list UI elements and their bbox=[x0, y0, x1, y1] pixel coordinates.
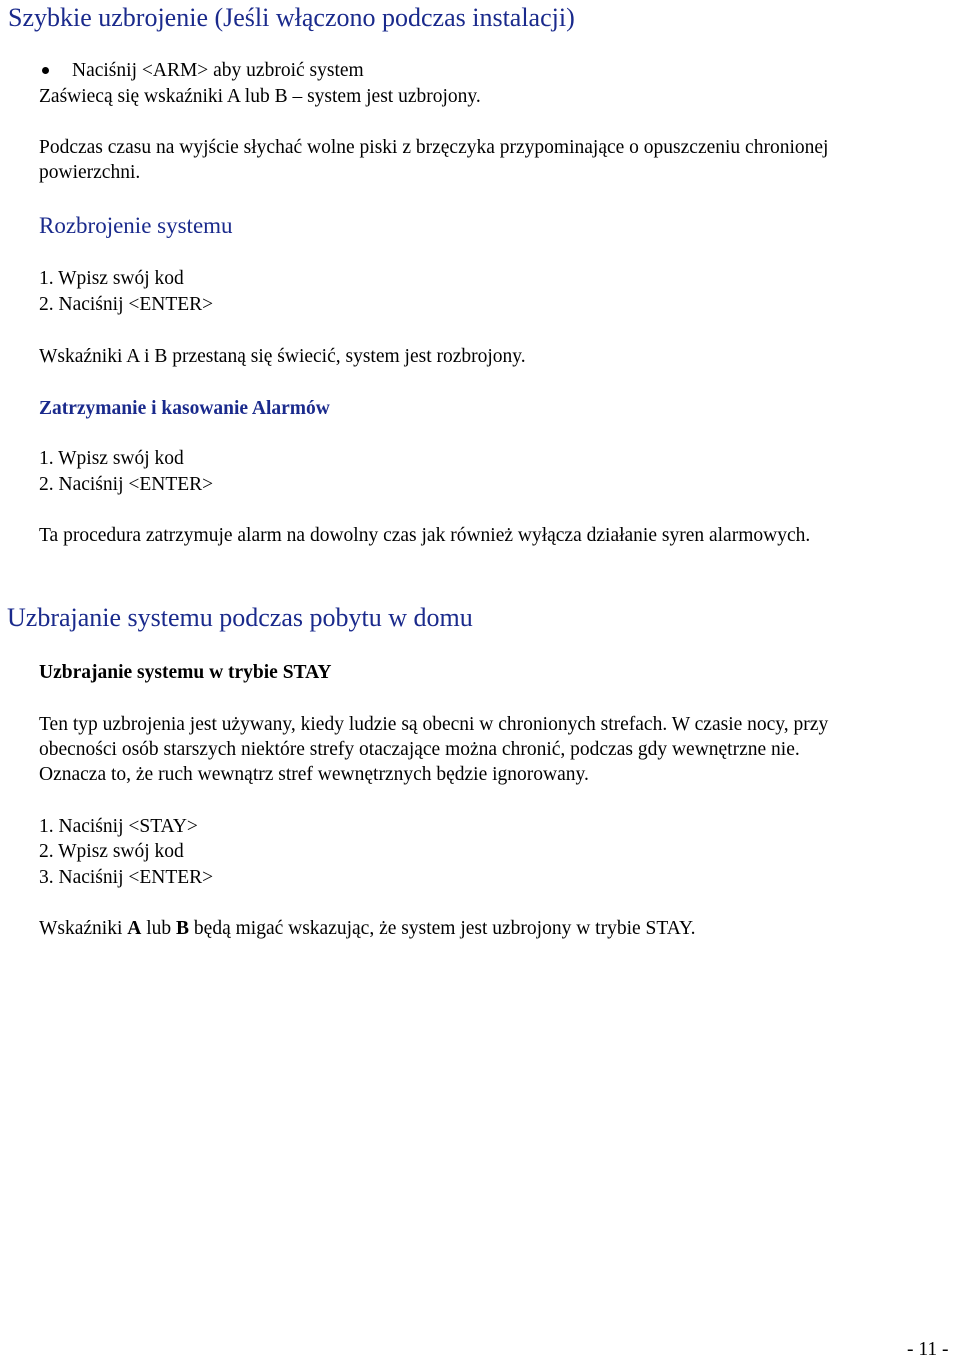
final-note-a: A bbox=[127, 918, 142, 939]
stay-subtitle: Uzbrajanie systemu w trybie STAY bbox=[39, 662, 332, 683]
stay-paragraph-line1: Ten typ uzbrojenia jest używany, kiedy ludzie są obecni w chronionych strefach. W czasie nocy, przy bbox=[39, 714, 829, 735]
final-note-part-1: Wskaźniki bbox=[39, 918, 128, 939]
alarm-stop-step-2: 2. Naciśnij <ENTER> bbox=[39, 474, 214, 495]
arm-indicator-text: Zaświecą się wskaźniki A lub B – system jest uzbrojony. bbox=[39, 86, 481, 107]
section-title-quick-arm: Szybkie uzbrojenie (Jeśli włączono podczas instalacji) bbox=[8, 3, 575, 32]
disarm-note: Wskaźniki A i B przestaną się świecić, system jest rozbrojony. bbox=[39, 346, 526, 367]
page-number: - 11 - bbox=[907, 1339, 949, 1360]
stay-paragraph-line2: obecności osób starszych niektóre strefy otaczające można chronić, podczas gdy wewnętrzne nie. bbox=[39, 739, 800, 760]
bullet-icon bbox=[42, 67, 49, 74]
final-note-part-2: lub bbox=[141, 918, 177, 939]
section-title-stay: Uzbrajanie systemu podczas pobytu w domu bbox=[7, 603, 473, 632]
exit-time-paragraph-line1: Podczas czasu na wyjście słychać wolne piski z brzęczyka przypominające o opuszczeniu chronionej bbox=[39, 137, 829, 158]
stay-step-2: 2. Wpisz swój kod bbox=[39, 841, 184, 862]
stay-step-1: 1. Naciśnij <STAY> bbox=[39, 816, 198, 837]
stay-paragraph-line3: Oznacza to, że ruch wewnątrz stref wewnętrznych będzie ignorowany. bbox=[39, 764, 589, 785]
exit-time-paragraph-line2: powierzchni. bbox=[39, 162, 141, 183]
final-note-part-3: będą migać wskazując, że system jest uzbrojony w trybie STAY. bbox=[189, 918, 696, 939]
alarm-stop-heading: Zatrzymanie i kasowanie Alarmów bbox=[39, 398, 330, 419]
disarm-step-2: 2. Naciśnij <ENTER> bbox=[39, 294, 214, 315]
stay-final-note bbox=[39, 917, 695, 941]
alarm-stop-step-1: 1. Wpisz swój kod bbox=[39, 448, 184, 469]
disarm-step-1: 1. Wpisz swój kod bbox=[39, 268, 184, 289]
disarm-heading: Rozbrojenie systemu bbox=[39, 213, 233, 238]
final-note-b: B bbox=[176, 918, 190, 939]
alarm-stop-note: Ta procedura zatrzymuje alarm na dowolny czas jak również wyłącza działanie syren alarmowych. bbox=[39, 525, 811, 546]
stay-step-3: 3. Naciśnij <ENTER> bbox=[39, 867, 214, 888]
bullet-text: Naciśnij <ARM> aby uzbroić system bbox=[72, 60, 364, 81]
